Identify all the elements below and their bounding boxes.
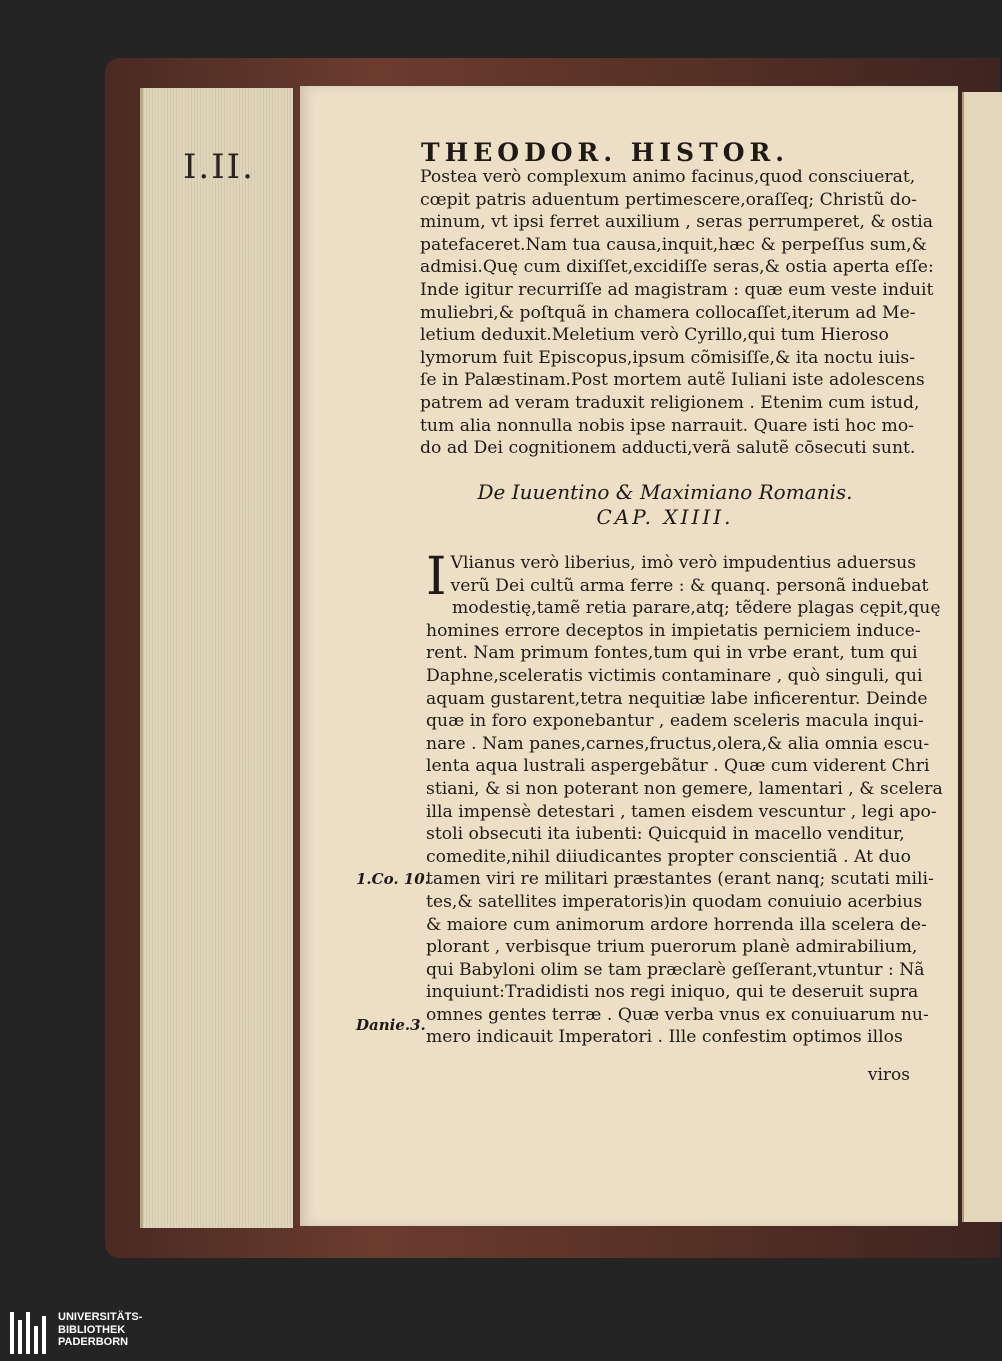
library-name-line: BIBLIOTHEK [58,1323,126,1336]
text-line: Daphne,sceleratis victimis contaminare , quò singuli, qui [426,665,923,686]
margin-note-daniel: Danie.3. [356,1016,426,1034]
text-line: verũ Dei cultũ arma ferre : & quanq. personã induebat [450,575,929,596]
text-line: quæ in foro exponebantur , eadem sceleris macula inqui- [426,711,924,732]
chapter-number: CAP. XIIII. [596,505,734,529]
text-line: comedite,nihil diiudicantes propter conscientiã . At duo [426,846,911,867]
text-line: lymorum fuit Episcopus,ipsum cõmisiſſe,& ita noctu iuis- [420,347,916,368]
text-line: letium deduxit.Meletium verò Cyrillo,qui tum Hieroso [420,325,889,346]
text-line: mero indicauit Imperatori . Ille confestim optimos illos [426,1027,903,1048]
text-line: patrem ad veram traduxit religionem . Etenim cum istud, [420,392,920,413]
text-line: Vlianus verò liberius, imò verò impudentius aduersus [450,553,917,573]
text-line: qui Babyloni olim se tam præclarè geſſerant,vtuntur : Nã [426,959,925,980]
text-line: stoli obsecuti ita iubenti: Quicquid in macello venditur, [426,824,905,845]
text-line: illa impensè detestari , tamen eisdem vescuntur , legi apo- [426,801,937,822]
text-line: muliebri,& poſtquã in chamera collocaſſet,iterum ad Me- [420,302,916,323]
text-line: homines errore deceptos in impietatis perniciem induce- [426,620,921,641]
library-name-line: PADERBORN [58,1336,129,1348]
paragraph-1 [420,166,934,460]
text-line: inquiunt:Tradidisti nos regi iniquo, qui te deseruit supra [426,982,919,1003]
text-line: lenta aqua lustrali aspergebãtur . Quæ cum viderent Chri [426,756,930,777]
text-line: ſe in Palæstinam.Post mortem autẽ Iuliani iste adolescens [420,370,925,391]
page-edge-mark: I.II. [183,147,255,187]
library-name-line: UNIVERSITÄTS- [58,1311,143,1323]
chapter-title: De Iuuentino & Maximiano Romanis. [477,480,853,504]
text-line: omnes gentes terræ . Quæ verba vnus ex conuiuarum nu- [426,1004,929,1025]
text-line: nare . Nam panes,carnes,fructus,olera,& alia omnia escu- [426,733,930,754]
text-line: tamen viri re militari præstantes (erant nanq; scutati mili- [426,869,934,890]
text-line: Postea verò complexum animo facinus,quod consciuerat, [420,167,916,187]
text-line: patefaceret.Nam tua causa,inquit,hæc & perpeſſus sum,& [420,234,927,255]
library-name [58,1311,142,1349]
text-line: do ad Dei cognitionem adducti,verã salutẽ cōsecuti sunt. [420,438,916,459]
text-line: aquam gustarent,tetra nequitiæ labe inficerentur. Deinde [426,688,928,709]
paragraph-2 [426,547,943,1049]
text-line: tes,& satellites imperatoris)in quodam conuiuio acerbius [426,891,923,912]
text-line: admisi.Quę cum dixiſſet,excidiſſe seras,& ostia aperta eſſe: [420,257,934,278]
text-line: cœpit patris aduentum pertimescere,oraſſeq; Christũ do- [420,189,917,210]
library-logo-icon [8,1310,48,1356]
page-edges [140,88,293,1228]
drop-cap: I [426,547,447,607]
text-line: plorant , verbisque trium puerorum planè admirabilium, [426,937,918,958]
text-line: Inde igitur recurriſſe ad magistram : quæ eum veste induit [420,279,934,300]
running-header: THEODOR. HISTOR. [421,138,789,167]
text-line: modestię,tamẽ retia parare,atq; tẽdere plagas cępit,quę [452,598,941,619]
facing-page-edge [962,92,1002,1222]
text-line: rent. Nam primum fontes,tum qui in vrbe erant, tum qui [426,643,918,664]
text-line: stiani, & si non poterant non gemere, lamentari , & scelera [426,778,943,799]
library-watermark [8,1308,188,1358]
margin-note-corinthians: 1.Co. 10. [356,870,430,888]
text-line: minum, vt ipsi ferret auxilium , seras perrumperet, & ostia [420,212,933,233]
text-line: & maiore cum animorum ardore horrenda illa scelera de- [426,914,927,935]
catchword: viros [867,1065,910,1085]
text-line: tum alia nonnulla nobis ipse narrauit. Quare isti hoc mo- [420,415,914,436]
